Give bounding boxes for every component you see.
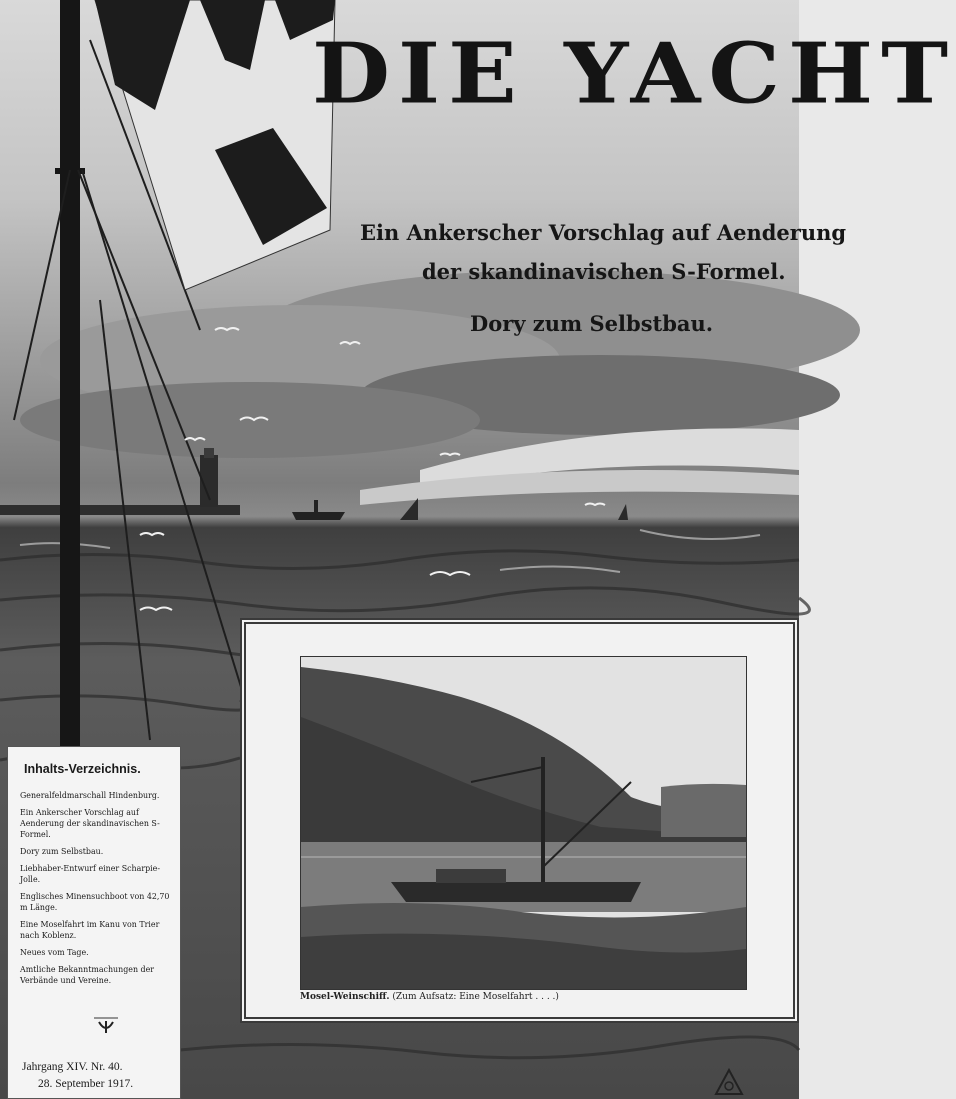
issue-number: Jahrgang XIV. Nr. 40. <box>22 1061 123 1073</box>
toc-item: Eine Moselfahrt im Kanu von Trier nach Koblenz. <box>20 920 160 940</box>
issue-date: 28. September 1917. <box>38 1078 134 1090</box>
toc-list <box>20 790 170 986</box>
toc-item: Ein Ankerscher Vorschlag auf Aenderung der skandinavischen S-Formel. <box>20 808 160 839</box>
photo-mosel-weinschiff <box>300 656 747 990</box>
toc-item: Neues vom Tage. <box>20 948 89 957</box>
toc-item: Liebhaber-Entwurf einer Scharpie-Jolle. <box>20 864 160 884</box>
table-of-contents <box>7 746 181 1099</box>
toc-item: Amtliche Bekanntmachungen der Verbände und Vereine. <box>20 965 155 985</box>
publisher-emblem-icon <box>94 1016 118 1036</box>
caption-note: (Zum Aufsatz: Eine Moselfahrt . . . .) <box>392 992 559 1002</box>
headline-3: Dory zum Selbstbau. <box>470 311 714 336</box>
headline-1: Ein Ankerscher Vorschlag auf Aenderung <box>360 220 847 245</box>
photo-caption <box>300 992 745 1002</box>
masthead-title: DIE YACHT <box>312 24 956 124</box>
toc-item: Generalfeldmarschall Hindenburg. <box>20 791 160 800</box>
toc-item: Englisches Minensuchboot von 42,70 m Länge. <box>20 892 170 912</box>
toc-item: Dory zum Selbstbau. <box>20 847 104 856</box>
triangle-mark-icon <box>714 1068 744 1096</box>
caption-title: Mosel-Weinschiff. <box>300 992 390 1002</box>
headline-2: der skandinavischen S-Formel. <box>422 259 786 284</box>
toc-heading: Inhalts-Verzeichnis. <box>24 762 141 776</box>
